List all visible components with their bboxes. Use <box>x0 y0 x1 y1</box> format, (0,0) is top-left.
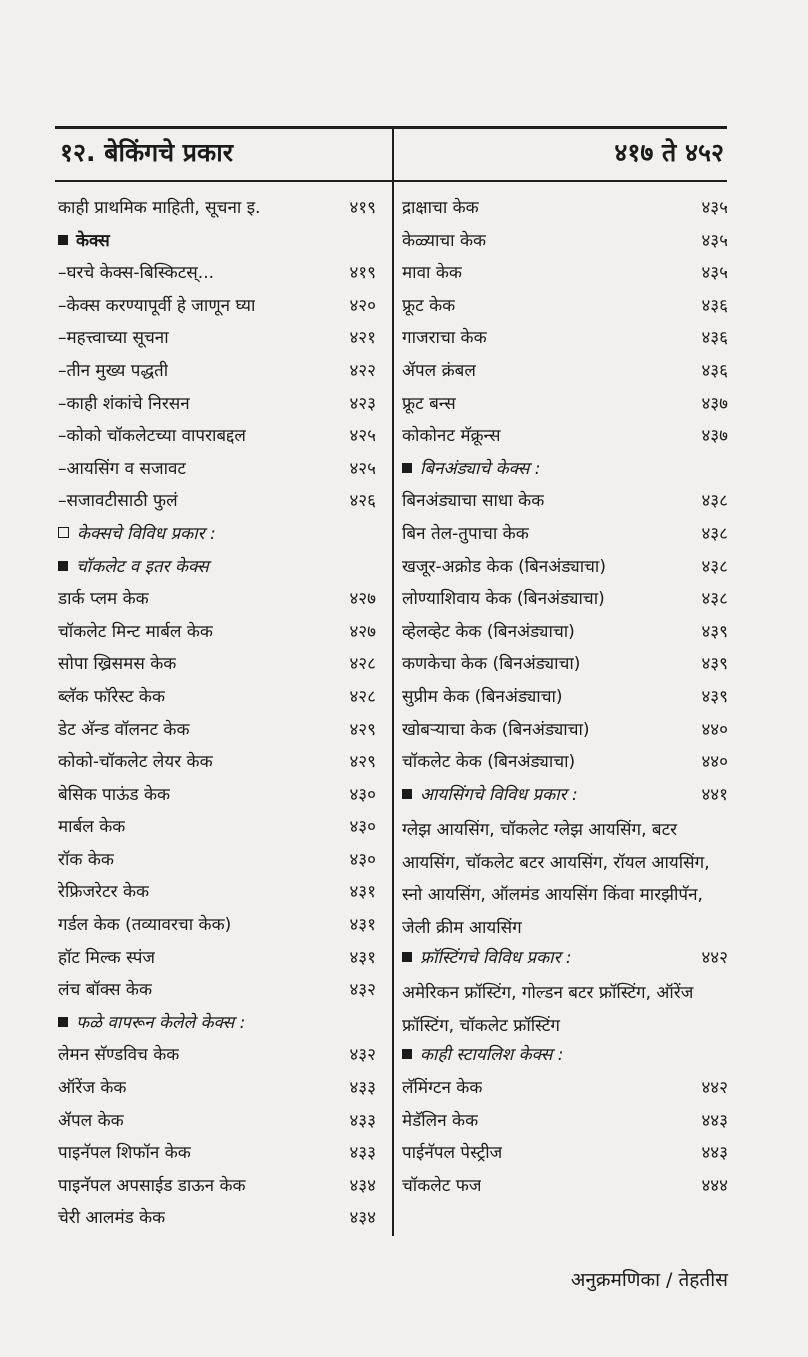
toc-entry-title: –काही शंकांचे निरसन <box>58 393 190 414</box>
toc-entry-title: चॉकलेट फज <box>402 1175 482 1196</box>
toc-section-heading <box>402 945 728 978</box>
toc-entry-page: ४३२ <box>349 1045 376 1066</box>
toc-subitems-paragraph: अमेरिकन फ्रॉस्टिंग, गोल्डन बटर फ्रॉस्टिंग, ऑरेंज फ्रॉस्टिंग, चॉकलेट फ्रॉस्टिंग <box>402 983 694 1036</box>
column-divider <box>392 126 394 1236</box>
toc-entry <box>402 293 728 326</box>
toc-entry-page: ४२० <box>349 295 376 316</box>
toc-entry-title: खोबऱ्याचा केक (बिनअंड्याचा) <box>402 719 590 740</box>
toc-entry-page: ४४३ <box>701 1143 728 1164</box>
toc-entry-title: चॉकलेट मिन्ट मार्बल केक <box>58 621 213 642</box>
toc-entry-title: केळ्याचा केक <box>402 230 487 251</box>
toc-entry-title: बिनअंड्याचा साधा केक <box>402 491 545 512</box>
toc-entry <box>58 912 376 945</box>
toc-entry-title: कोकोनट मॅक्रून्स <box>402 426 501 447</box>
toc-entry-page: ४३० <box>349 784 376 805</box>
toc-entry <box>58 717 376 750</box>
toc-entry-title: ऑरेंज केक <box>58 1078 127 1099</box>
toc-entry <box>402 1140 728 1173</box>
toc-entry <box>402 423 728 456</box>
toc-entry <box>58 391 376 424</box>
toc-entry-title: डेट अ‍ॅन्ड वॉलनट केक <box>58 719 190 740</box>
toc-entry <box>58 651 376 684</box>
section-heading-label: चॉकलेट व इतर केक्स <box>76 556 209 577</box>
toc-entry <box>58 1108 376 1141</box>
toc-entry-title: ॲपल केक <box>58 1110 124 1131</box>
toc-entry-page: ४३४ <box>349 1175 376 1196</box>
toc-entry-title: काही प्राथमिक माहिती, सूचना इ. <box>58 198 261 218</box>
toc-entry <box>402 1075 728 1108</box>
toc-entry-title: खजूर-अक्रोड केक (बिनअंड्याचा) <box>402 556 606 577</box>
toc-section-heading <box>58 228 376 261</box>
toc-entry-title: लेमन सॅण्डविच केक <box>58 1045 180 1066</box>
toc-entry-page: ४३८ <box>701 491 728 512</box>
toc-entry-page: ४२७ <box>349 621 376 642</box>
toc-entry <box>58 814 376 847</box>
toc-entry-title: फ्रूट बन्स <box>402 393 456 414</box>
toc-entry <box>58 195 376 228</box>
toc-section-heading <box>402 456 728 489</box>
toc-entry-page: ४३० <box>349 817 376 838</box>
toc-entry-title: चेरी आलमंड केक <box>58 1208 166 1229</box>
toc-entry-page: ४२१ <box>349 328 376 349</box>
toc-entry-page: ४३६ <box>701 360 728 381</box>
section-heading-label: आयसिंगचे विविध प्रकार : <box>420 784 578 805</box>
toc-entry <box>58 1075 376 1108</box>
toc-entry-title: गर्डल केक (तव्यावरचा केक) <box>58 915 232 936</box>
toc-entry-page: ४३५ <box>701 263 728 284</box>
toc-entry-title: –कोको चॉकलेटच्या वापराबद्दल <box>58 426 246 447</box>
toc-entry <box>402 749 728 782</box>
toc-entry-page: ४४० <box>701 719 728 740</box>
toc-entry-page: ४३९ <box>701 686 728 707</box>
toc-entry-title: ॲपल क्रंबल <box>402 360 476 381</box>
toc-entry <box>402 260 728 293</box>
toc-entry-page: ४४३ <box>701 1110 728 1131</box>
toc-entry-title: हॉट मिल्क स्पंज <box>58 947 155 968</box>
toc-section-heading <box>58 554 376 587</box>
toc-entry <box>58 293 376 326</box>
toc-entry <box>58 325 376 358</box>
toc-entry <box>402 325 728 358</box>
toc-entry <box>58 749 376 782</box>
header-bottom-rule <box>55 180 727 182</box>
filled-square-icon <box>58 561 68 571</box>
toc-entry-page: ४२९ <box>349 719 376 740</box>
toc-entry-title: चॉकलेट केक (बिनअंड्याचा) <box>402 752 576 773</box>
toc-entry-page: ४३३ <box>349 1110 376 1131</box>
chapter-title: १२. बेकिंगचे प्रकार <box>60 138 233 167</box>
toc-entry <box>58 423 376 456</box>
toc-entry-title: फ्रूट केक <box>402 295 456 316</box>
toc-entry-page: ४२६ <box>349 491 376 512</box>
toc-entry-title: रॉक केक <box>58 849 114 870</box>
filled-square-icon <box>402 789 412 799</box>
toc-entry-page: ४३१ <box>349 882 376 903</box>
toc-entry <box>58 456 376 489</box>
toc-entry <box>402 1108 728 1141</box>
toc-entry-title: –तीन मुख्य पद्धती <box>58 360 169 381</box>
header-top-rule <box>55 126 727 129</box>
toc-entry-title: ब्लॅक फॉरेस्ट केक <box>58 686 166 707</box>
toc-entry <box>58 977 376 1010</box>
toc-entry-page: ४३३ <box>349 1078 376 1099</box>
toc-entry-page: ४४२ <box>701 947 728 968</box>
toc-entry-page: ४३६ <box>701 295 728 316</box>
toc-entry-page: ४३९ <box>701 621 728 642</box>
toc-entry <box>58 782 376 815</box>
filled-square-icon <box>58 235 68 245</box>
toc-entry-title: सुप्रीम केक (बिनअंड्याचा) <box>402 686 563 707</box>
toc-entry-title: लॅमिंग्टन केक <box>402 1078 483 1099</box>
toc-entry-page: ४२५ <box>349 426 376 447</box>
toc-entry <box>58 260 376 293</box>
toc-entry-title: पाइनॅपल अपसाईड डाऊन केक <box>58 1175 246 1196</box>
toc-entry-title: सोपा ख्रिसमस केक <box>58 654 177 675</box>
toc-entry-title: मार्बल केक <box>58 817 126 838</box>
toc-entry-title: लंच बॉक्स केक <box>58 980 153 1001</box>
toc-entry-page: ४३५ <box>701 230 728 251</box>
toc-entry-page: ४४२ <box>701 1078 728 1099</box>
toc-entry-title: –घरचे केक्स-बिस्किटस्... <box>58 263 214 284</box>
toc-entry-page: ४२८ <box>349 686 376 707</box>
toc-entry-page: ४२३ <box>349 393 376 414</box>
toc-entry <box>402 391 728 424</box>
toc-entry-page: ४३२ <box>349 980 376 1001</box>
toc-entry-page: ४३१ <box>349 947 376 968</box>
section-heading-label: फळे वापरून केलेले केक्स : <box>76 1012 246 1033</box>
toc-entry-page: ४३० <box>349 849 376 870</box>
section-heading-label: बिनअंड्याचे केक्स : <box>420 458 541 479</box>
toc-section-heading <box>402 1042 728 1075</box>
toc-entry-page: ४३५ <box>701 198 728 218</box>
toc-entry-page: ४३४ <box>349 1208 376 1229</box>
toc-entry <box>58 358 376 391</box>
toc-entry-page: ४४१ <box>701 784 728 805</box>
toc-entry <box>58 1205 376 1238</box>
toc-entry <box>58 945 376 978</box>
toc-entry <box>402 586 728 619</box>
toc-entry-title: बिन तेल-तुपाचा केक <box>402 523 529 544</box>
section-heading-label: फ्रॉस्टिंगचे विविध प्रकार : <box>420 947 572 968</box>
toc-entry-title: व्हेलव्हेट केक (बिनअंड्याचा) <box>402 621 575 642</box>
toc-entry <box>402 358 728 391</box>
toc-entry-page: ४३८ <box>701 589 728 610</box>
toc-entry <box>402 651 728 684</box>
toc-entry <box>58 847 376 880</box>
toc-entry-page: ४२२ <box>349 360 376 381</box>
section-heading-label: केक्सचे विविध प्रकार : <box>77 523 216 544</box>
toc-entry-page: ४१९ <box>349 263 376 284</box>
filled-square-icon <box>402 952 412 962</box>
toc-entry-page: ४३३ <box>349 1143 376 1164</box>
toc-entry-page: ४२५ <box>349 458 376 479</box>
toc-entry <box>402 717 728 750</box>
toc-entry-title: बेसिक पाऊंड केक <box>58 784 171 805</box>
toc-entry-title: लोण्याशिवाय केक (बिनअंड्याचा) <box>402 589 605 610</box>
toc-entry <box>58 684 376 717</box>
toc-entry-page: ४३१ <box>349 915 376 936</box>
section-heading-label: काही स्टायलिश केक्स : <box>420 1045 564 1066</box>
toc-entry <box>58 619 376 652</box>
toc-entry-page: ४२९ <box>349 752 376 773</box>
toc-entry <box>58 586 376 619</box>
toc-entry <box>58 1173 376 1206</box>
toc-section-heading <box>58 1010 376 1043</box>
toc-section-heading <box>58 521 376 554</box>
toc-entry-page: ४३८ <box>701 556 728 577</box>
toc-entry-page: ४४० <box>701 752 728 773</box>
toc-entry-title: पाईनॅपल पेस्ट्रीज <box>402 1143 503 1164</box>
toc-entry-title: मेडॅलिन केक <box>402 1110 479 1131</box>
toc-entry-title: रेफ्रिजरेटर केक <box>58 882 150 903</box>
toc-entry-title: –केक्स करण्यापूर्वी हे जाणून घ्या <box>58 295 256 316</box>
toc-entry-page: ४३८ <box>701 523 728 544</box>
toc-entry <box>402 488 728 521</box>
toc-entry <box>402 554 728 587</box>
toc-entry <box>402 521 728 554</box>
toc-entry-page: ४१९ <box>349 198 376 218</box>
toc-entry-title: –सजावटीसाठी फुलं <box>58 491 178 512</box>
filled-square-icon <box>402 463 412 473</box>
toc-entry-page: ४३७ <box>701 426 728 447</box>
toc-entry <box>58 1140 376 1173</box>
toc-right-column <box>402 195 728 1205</box>
toc-entry-title: कोको-चॉकलेट लेयर केक <box>58 752 213 773</box>
toc-entry-title: कणकेचा केक (बिनअंड्याचा) <box>402 654 581 675</box>
section-heading-label: केक्स <box>76 230 110 251</box>
toc-entry <box>402 619 728 652</box>
filled-square-icon <box>402 1049 412 1059</box>
toc-entry-page: ४३६ <box>701 328 728 349</box>
toc-entry-title: द्राक्षाचा केक <box>402 198 479 218</box>
toc-entry <box>58 1042 376 1075</box>
toc-entry-title: –आयसिंग व सजावट <box>58 458 186 479</box>
toc-entry-title: पाइनॅपल शिफॉन केक <box>58 1143 191 1164</box>
page-range: ४१७ ते ४५२ <box>614 138 724 167</box>
toc-subitems-paragraph: ग्लेझ आयसिंग, चॉकलेट ग्लेझ आयसिंग, बटर आयसिंग, चॉकलेट बटर आयसिंग, रॉयल आयसिंग, स्नो आयसिंग, ऑलमंड आयसिंग किंवा मारझीपॅन, जेली क्रीम आयसिंग <box>402 820 710 939</box>
toc-entry <box>402 228 728 261</box>
page-footer: अनुक्रमणिका / तेहतीस <box>570 1269 728 1291</box>
toc-left-column <box>58 195 376 1238</box>
toc-entry-page: ४३९ <box>701 654 728 675</box>
toc-entry <box>58 879 376 912</box>
toc-entry <box>58 488 376 521</box>
filled-square-icon <box>58 1017 68 1027</box>
toc-entry-title: डार्क प्लम केक <box>58 589 149 610</box>
hollow-square-icon <box>58 527 69 538</box>
toc-entry-page: ४२८ <box>349 654 376 675</box>
toc-entry-page: ४४४ <box>701 1175 728 1196</box>
toc-entry <box>402 195 728 228</box>
toc-entry-page: ४२७ <box>349 589 376 610</box>
toc-entry-title: –महत्त्वाच्या सूचना <box>58 328 169 349</box>
toc-entry <box>402 684 728 717</box>
toc-entry <box>402 1173 728 1206</box>
toc-entry-page: ४३७ <box>701 393 728 414</box>
toc-entry-title: मावा केक <box>402 263 462 284</box>
toc-entry-title: गाजराचा केक <box>402 328 487 349</box>
toc-section-heading <box>402 782 728 815</box>
